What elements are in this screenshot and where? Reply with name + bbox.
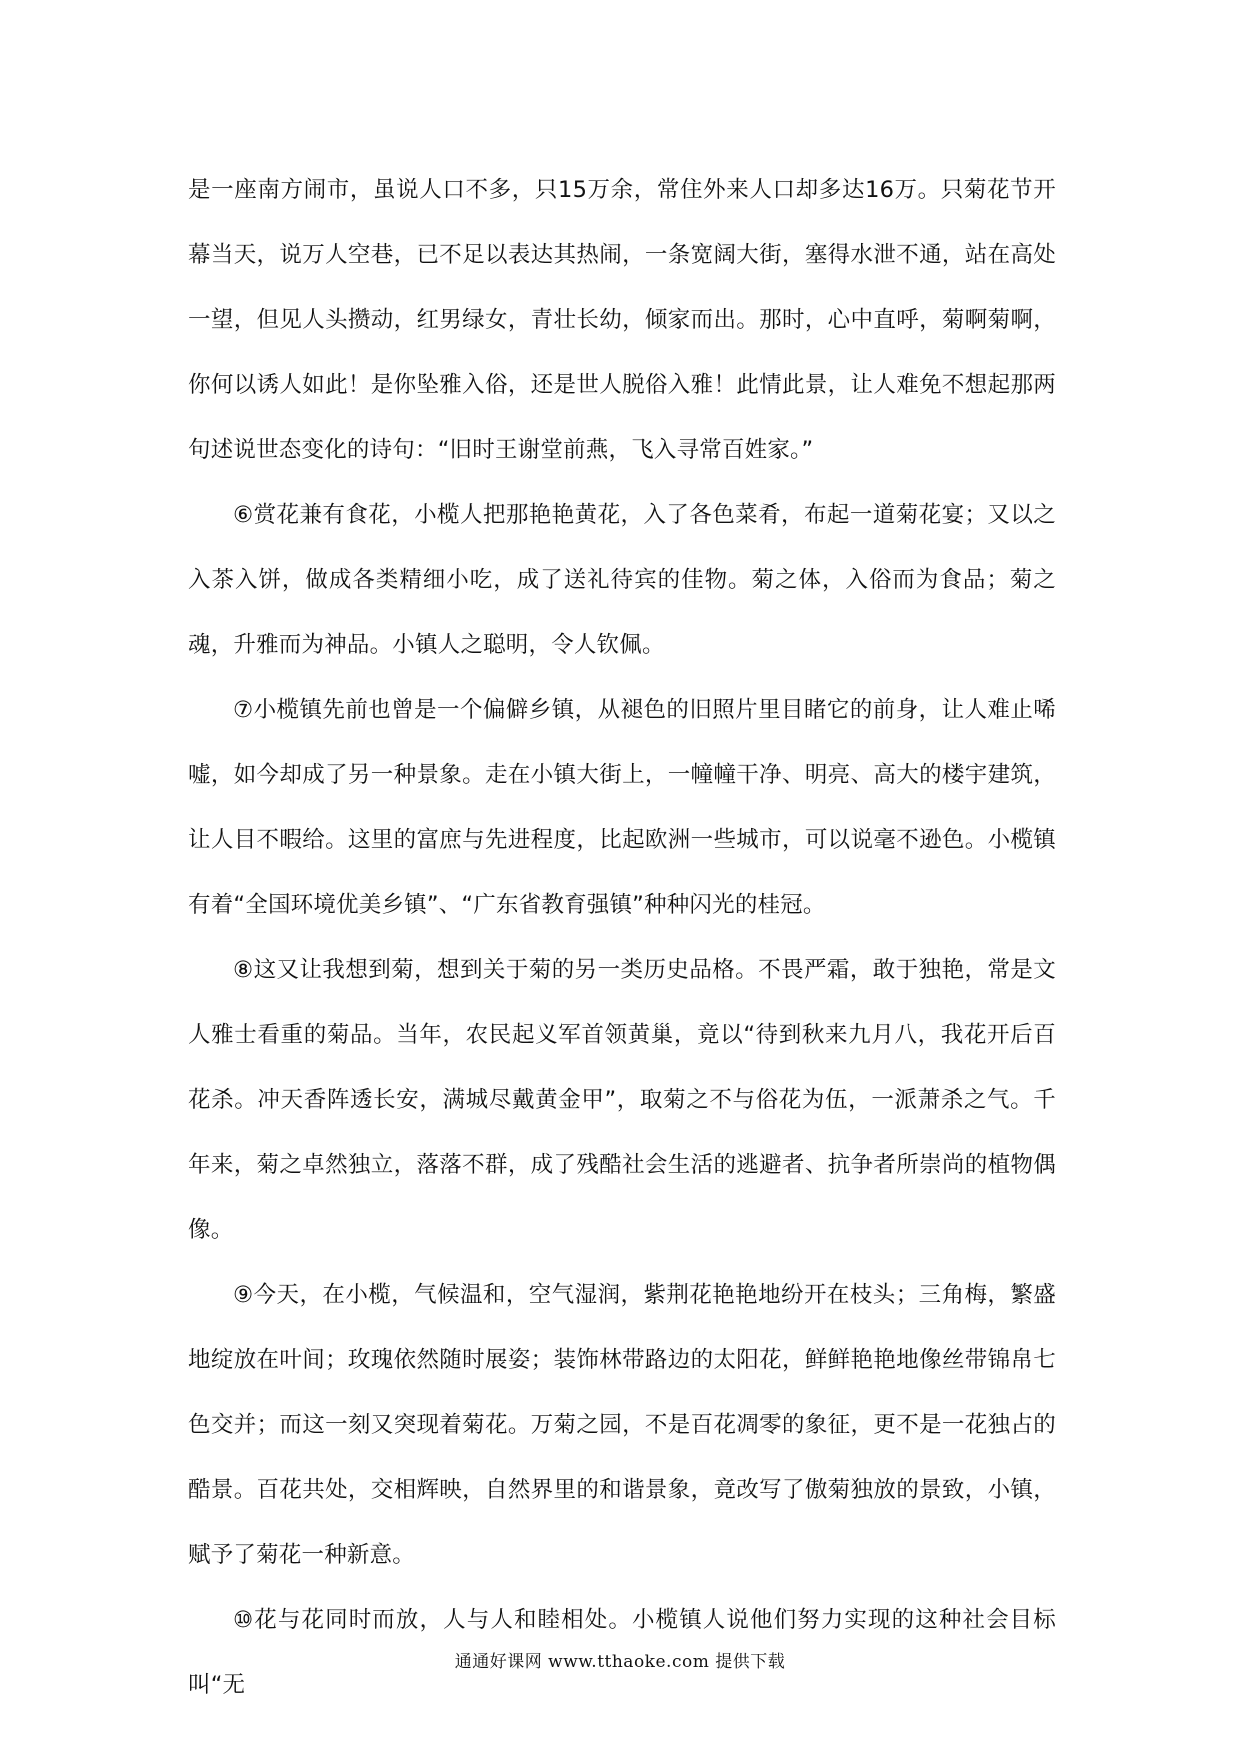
paragraph-8: ⑧这又让我想到菊，想到关于菊的另一类历史品格。不畏严霜，敢于独艳，常是文人雅士看重的菊品。当年，农民起义军首领黄巢，竟以“待到秋来九月八，我花开后百花杀。冲天香阵透长安，满城尽戴黄金甲”，取菊之不与俗花为伍，一派萧杀之气。千年来，菊之卓然独立，落落不群，成了残酷社会生活的逃避者、抗争者所崇尚的植物偶像。 bbox=[188, 957, 1056, 1243]
page-footer: 通通好课网 www.tthaoke.com 提供下载 bbox=[454, 1652, 786, 1672]
paragraph-continuation: 是一座南方闹市，虽说人口不多，只15万余，常住外来人口却多达16万。只菊花节开幕当天，说万人空巷，已不足以表达其热闹，一条宽阔大街，塞得水泄不通，站在高处一望，但见人头攒动，红男绿女，青壮长幼，倾家而出。那时，心中直呼，菊啊菊啊，你何以诱人如此！是你坠雅入俗，还是世人脱俗入雅！此情此景，让人难免不想起那两句述说世态变化的诗句：“旧时王谢堂前燕，飞入寻常百姓家。” bbox=[188, 177, 1056, 463]
paragraph-9: ⑨今天，在小榄，气候温和，空气湿润，紫荆花艳艳地纷开在枝头；三角梅，繁盛地绽放在叶间；玫瑰依然随时展姿；装饰林带路边的太阳花，鲜鲜艳艳地像丝带锦帛七色交并；而这一刻又突现着菊花。万菊之园，不是百花凋零的象征，更不是一花独占的酷景。百花共处，交相辉映，自然界里的和谐景象，竟改写了傲菊独放的景致，小镇，赋予了菊花一种新意。 bbox=[188, 1282, 1056, 1568]
paragraph-6: ⑥赏花兼有食花，小榄人把那艳艳黄花，入了各色菜肴，布起一道菊花宴；又以之入茶入饼，做成各类精细小吃，成了送礼待宾的佳物。菊之体，入俗而为食品；菊之魂，升雅而为神品。小镇人之聪明，令人钦佩。 bbox=[188, 502, 1056, 658]
paragraph-10: ⑩花与花同时而放，人与人和睦相处。小榄镇人说他们努力实现的这种社会目标叫“无 bbox=[188, 1607, 1056, 1698]
article-body bbox=[188, 158, 1056, 1718]
paragraph-7: ⑦小榄镇先前也曾是一个偏僻乡镇，从褪色的旧照片里目睹它的前身，让人难止唏嘘，如今却成了另一种景象。走在小镇大街上，一幢幢干净、明亮、高大的楼宇建筑，让人目不暇给。这里的富庶与先进程度，比起欧洲一些城市，可以说毫不逊色。小榄镇有着“全国环境优美乡镇”、“广东省教育强镇”种种闪光的桂冠。 bbox=[188, 697, 1056, 918]
